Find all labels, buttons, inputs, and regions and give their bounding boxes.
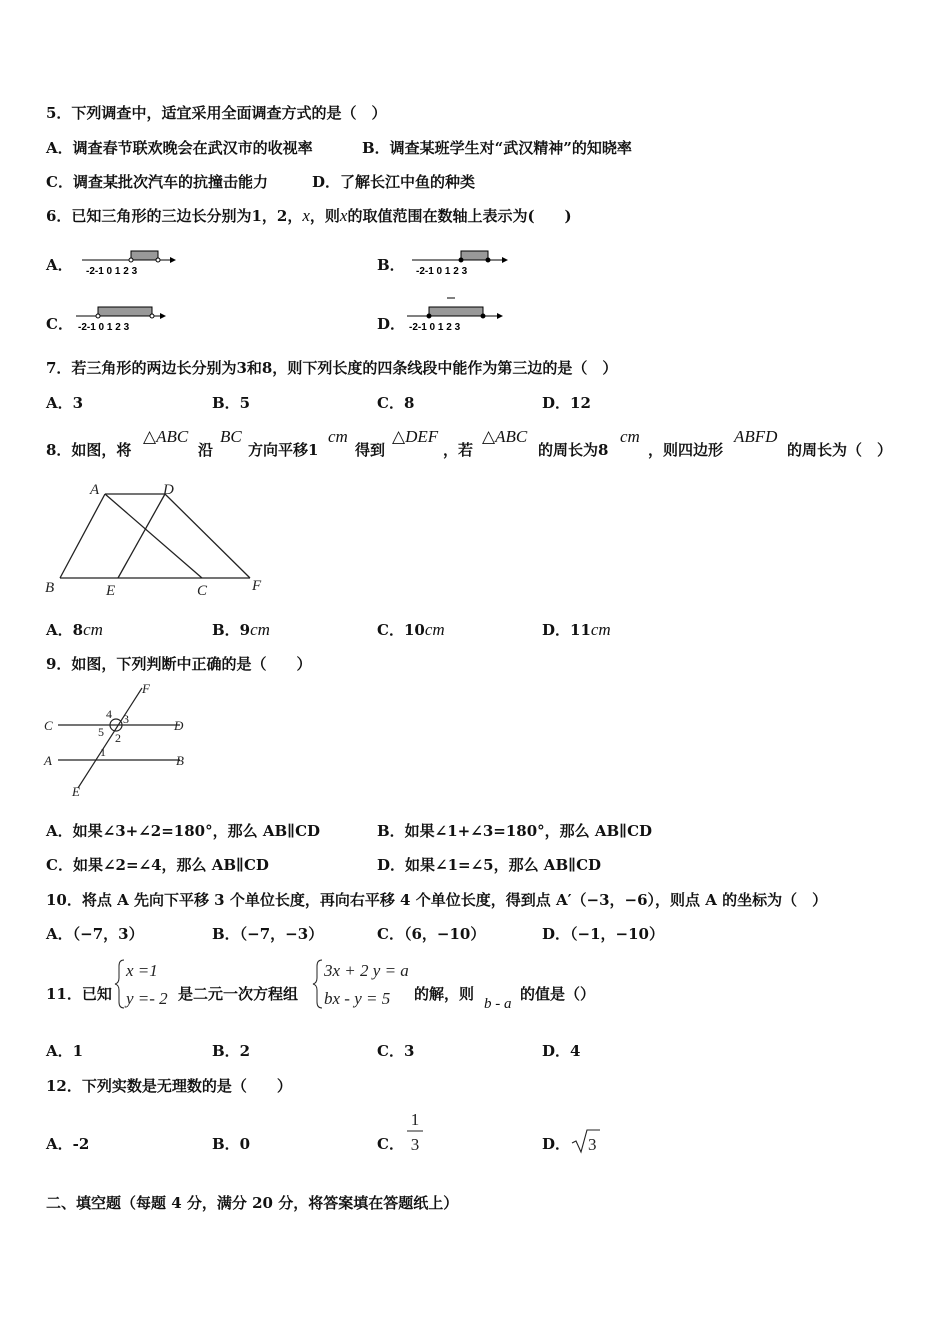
q8-option-c	[377, 620, 445, 640]
q8-stem-part6: 的周长为8	[538, 441, 609, 459]
q8-label-f: F	[252, 578, 262, 594]
q6-numberline-d-ticks: -2-1 0 1 2 3	[409, 322, 461, 333]
q6-option-d-label: D．	[377, 315, 406, 333]
q11-option-c: C．3	[377, 1042, 415, 1060]
q6-stem-part2: ，则	[309, 207, 340, 225]
q8-stem-part4: 得到	[355, 441, 386, 459]
q11-stem-part1: 11．已知	[46, 985, 112, 1003]
q9-angle-5: 5	[98, 725, 104, 739]
q10-option-b: B．（−7，−3）	[212, 925, 324, 943]
q12-fraction-numerator: 1	[410, 1110, 420, 1129]
q9-angle-4: 4	[106, 707, 112, 721]
q8-figure	[40, 478, 275, 603]
q7-option-c: C．8	[377, 394, 415, 412]
q11-stem-part4: 的值是（）	[520, 985, 596, 1003]
q6-numberline-c-ticks: -2-1 0 1 2 3	[78, 322, 130, 333]
q6-numberline-d	[405, 294, 510, 334]
q7-option-d: D．12	[542, 394, 591, 412]
q8-math-cm-2: cm	[620, 427, 640, 446]
q9-label-e: E	[72, 784, 80, 799]
q8-option-a-text: A．8	[46, 621, 84, 639]
q6-numberline-a-ticks: -2-1 0 1 2 3	[86, 266, 138, 277]
q11-stem-part2: 是二元一次方程组	[178, 985, 299, 1003]
q8-math-abfd: ABFD	[734, 427, 778, 446]
q8-label-e: E	[106, 583, 116, 599]
q10-option-a: A．（−7，3）	[46, 925, 144, 943]
q9-angle-2: 2	[115, 731, 121, 745]
q6-var-x-2: x	[339, 206, 348, 225]
q8-stem-part7: ，则四边形	[648, 441, 724, 459]
q8-label-b: B	[45, 580, 55, 596]
q8-stem-part3: 方向平移1	[248, 441, 319, 459]
q11-system-1-eq1: x =1	[126, 961, 158, 980]
q6-numberline-a	[80, 247, 180, 277]
q11-system-2	[312, 956, 412, 1012]
q8-option-b	[212, 620, 270, 640]
q11-option-b: B．2	[212, 1042, 251, 1060]
q6-stem-part1: 6．已知三角形的三边长分别为1，2，	[46, 207, 303, 225]
q11-system-2-eq2: bx - y = 5	[324, 989, 391, 1008]
q6-numberline-c	[74, 302, 174, 334]
q9-label-b: B	[176, 753, 184, 768]
q8-math-triangle-abc: △ABC	[143, 427, 189, 446]
q8-option-c-unit: cm	[424, 620, 445, 639]
q8-label-a: A	[90, 482, 100, 498]
q6-stem	[46, 206, 572, 226]
q8-option-d-unit: cm	[590, 620, 611, 639]
q8-label-c: C	[197, 583, 208, 599]
q9-label-c: C	[44, 718, 53, 733]
q11-system-1-eq2: y =- 2	[126, 989, 168, 1008]
q8-option-a-unit: cm	[83, 620, 103, 639]
q8-option-d	[542, 620, 611, 640]
q11-stem-part3: 的解，则	[414, 985, 475, 1003]
q9-label-f: F	[142, 681, 150, 696]
q11-option-d: D．4	[542, 1042, 581, 1060]
q9-option-a: A．如果∠3+∠2=180°，那么 AB∥CD	[46, 822, 321, 840]
q9-angle-1: 1	[100, 745, 106, 759]
q8-math-triangle-def: △DEF	[392, 427, 439, 446]
q8-stem-part8: 的周长为（ ）	[787, 441, 893, 459]
q6-option-a-label: A．	[46, 256, 73, 274]
q8-stem-part1: 8．如图，将	[46, 441, 132, 459]
q6-numberline-b	[410, 247, 510, 277]
q8-math-triangle-abc-2: △ABC	[482, 427, 528, 446]
q10-stem: 10．将点 A 先向下平移 3 个单位长度，再向右平移 4 个单位长度，得到点 A′（−3，−6），则点 A 的坐标为（ ）	[46, 891, 828, 909]
section-2-heading: 二、填空题（每题 4 分，满分 20 分，将答案填在答题纸上）	[46, 1194, 459, 1212]
q9-label-a: A	[44, 753, 52, 768]
q12-option-c-fraction	[404, 1108, 426, 1156]
q5-option-c: C．调查某批次汽车的抗撞击能力	[46, 173, 268, 191]
q5-option-d: D．了解长江中鱼的种类	[312, 173, 476, 191]
q5-option-a: A．调查春节联欢晚会在武汉市的收视率	[46, 139, 313, 157]
q12-stem: 12．下列实数是无理数的是（ ）	[46, 1077, 292, 1095]
q12-option-d-label: D．	[542, 1135, 571, 1153]
q8-option-c-text: C．10	[377, 621, 425, 639]
q6-option-b-label: B．	[377, 256, 405, 274]
q12-option-b: B．0	[212, 1135, 251, 1153]
q9-label-d: D	[174, 718, 184, 733]
q6-numberline-b-ticks: -2-1 0 1 2 3	[416, 266, 468, 277]
q11-option-a: A．1	[46, 1042, 84, 1060]
q9-option-c: C．如果∠2=∠4，那么 AB∥CD	[46, 856, 269, 874]
q5-stem: 5．下列调查中，适宜采用全面调查方式的是（ ）	[46, 104, 387, 122]
q12-fraction-denominator: 3	[410, 1135, 420, 1154]
q8-stem-part5: ，若	[443, 441, 474, 459]
q10-option-d: D．（−1，−10）	[542, 925, 664, 943]
q8-option-a	[46, 620, 103, 640]
q6-option-c-label: C．	[46, 315, 73, 333]
q12-option-c-label: C．	[377, 1135, 404, 1153]
q9-option-b: B．如果∠1+∠3=180°，那么 AB∥CD	[377, 822, 653, 840]
q9-angle-3: 3	[123, 712, 129, 726]
q11-system-1	[114, 956, 184, 1012]
q12-option-a: A．-2	[46, 1135, 90, 1153]
q8-stem-part2: 沿	[198, 441, 214, 459]
q9-stem: 9．如图，下列判断中正确的是（ ）	[46, 655, 312, 673]
q9-figure	[40, 680, 200, 800]
q8-option-d-text: D．11	[542, 621, 591, 639]
q11-system-2-eq1: 3x + 2 y = a	[324, 961, 409, 980]
q12-sqrt-radicand: 3	[588, 1135, 597, 1154]
q8-option-b-text: B．9	[212, 621, 251, 639]
q6-var-x: x	[302, 206, 310, 225]
q7-option-b: B．5	[212, 394, 251, 412]
q8-option-b-unit: cm	[250, 620, 270, 639]
q8-math-bc: BC	[220, 427, 242, 446]
q12-option-d-sqrt	[570, 1126, 602, 1156]
q6-stem-part3: 的取值范围在数轴上表示为( )	[347, 207, 572, 225]
q8-label-d: D	[163, 482, 174, 498]
q7-option-a: A．3	[46, 394, 84, 412]
q9-option-d: D．如果∠1=∠5，那么 AB∥CD	[377, 856, 602, 874]
q7-stem: 7．若三角形的两边长分别为3和8，则下列长度的四条线段中能作为第三边的是（ ）	[46, 359, 618, 377]
q11-expr: b - a	[484, 996, 512, 1012]
q10-option-c: C．（6，−10）	[377, 925, 486, 943]
q5-option-b: B．调查某班学生对“武汉精神”的知晓率	[362, 139, 632, 157]
q8-math-cm-1: cm	[328, 427, 348, 446]
